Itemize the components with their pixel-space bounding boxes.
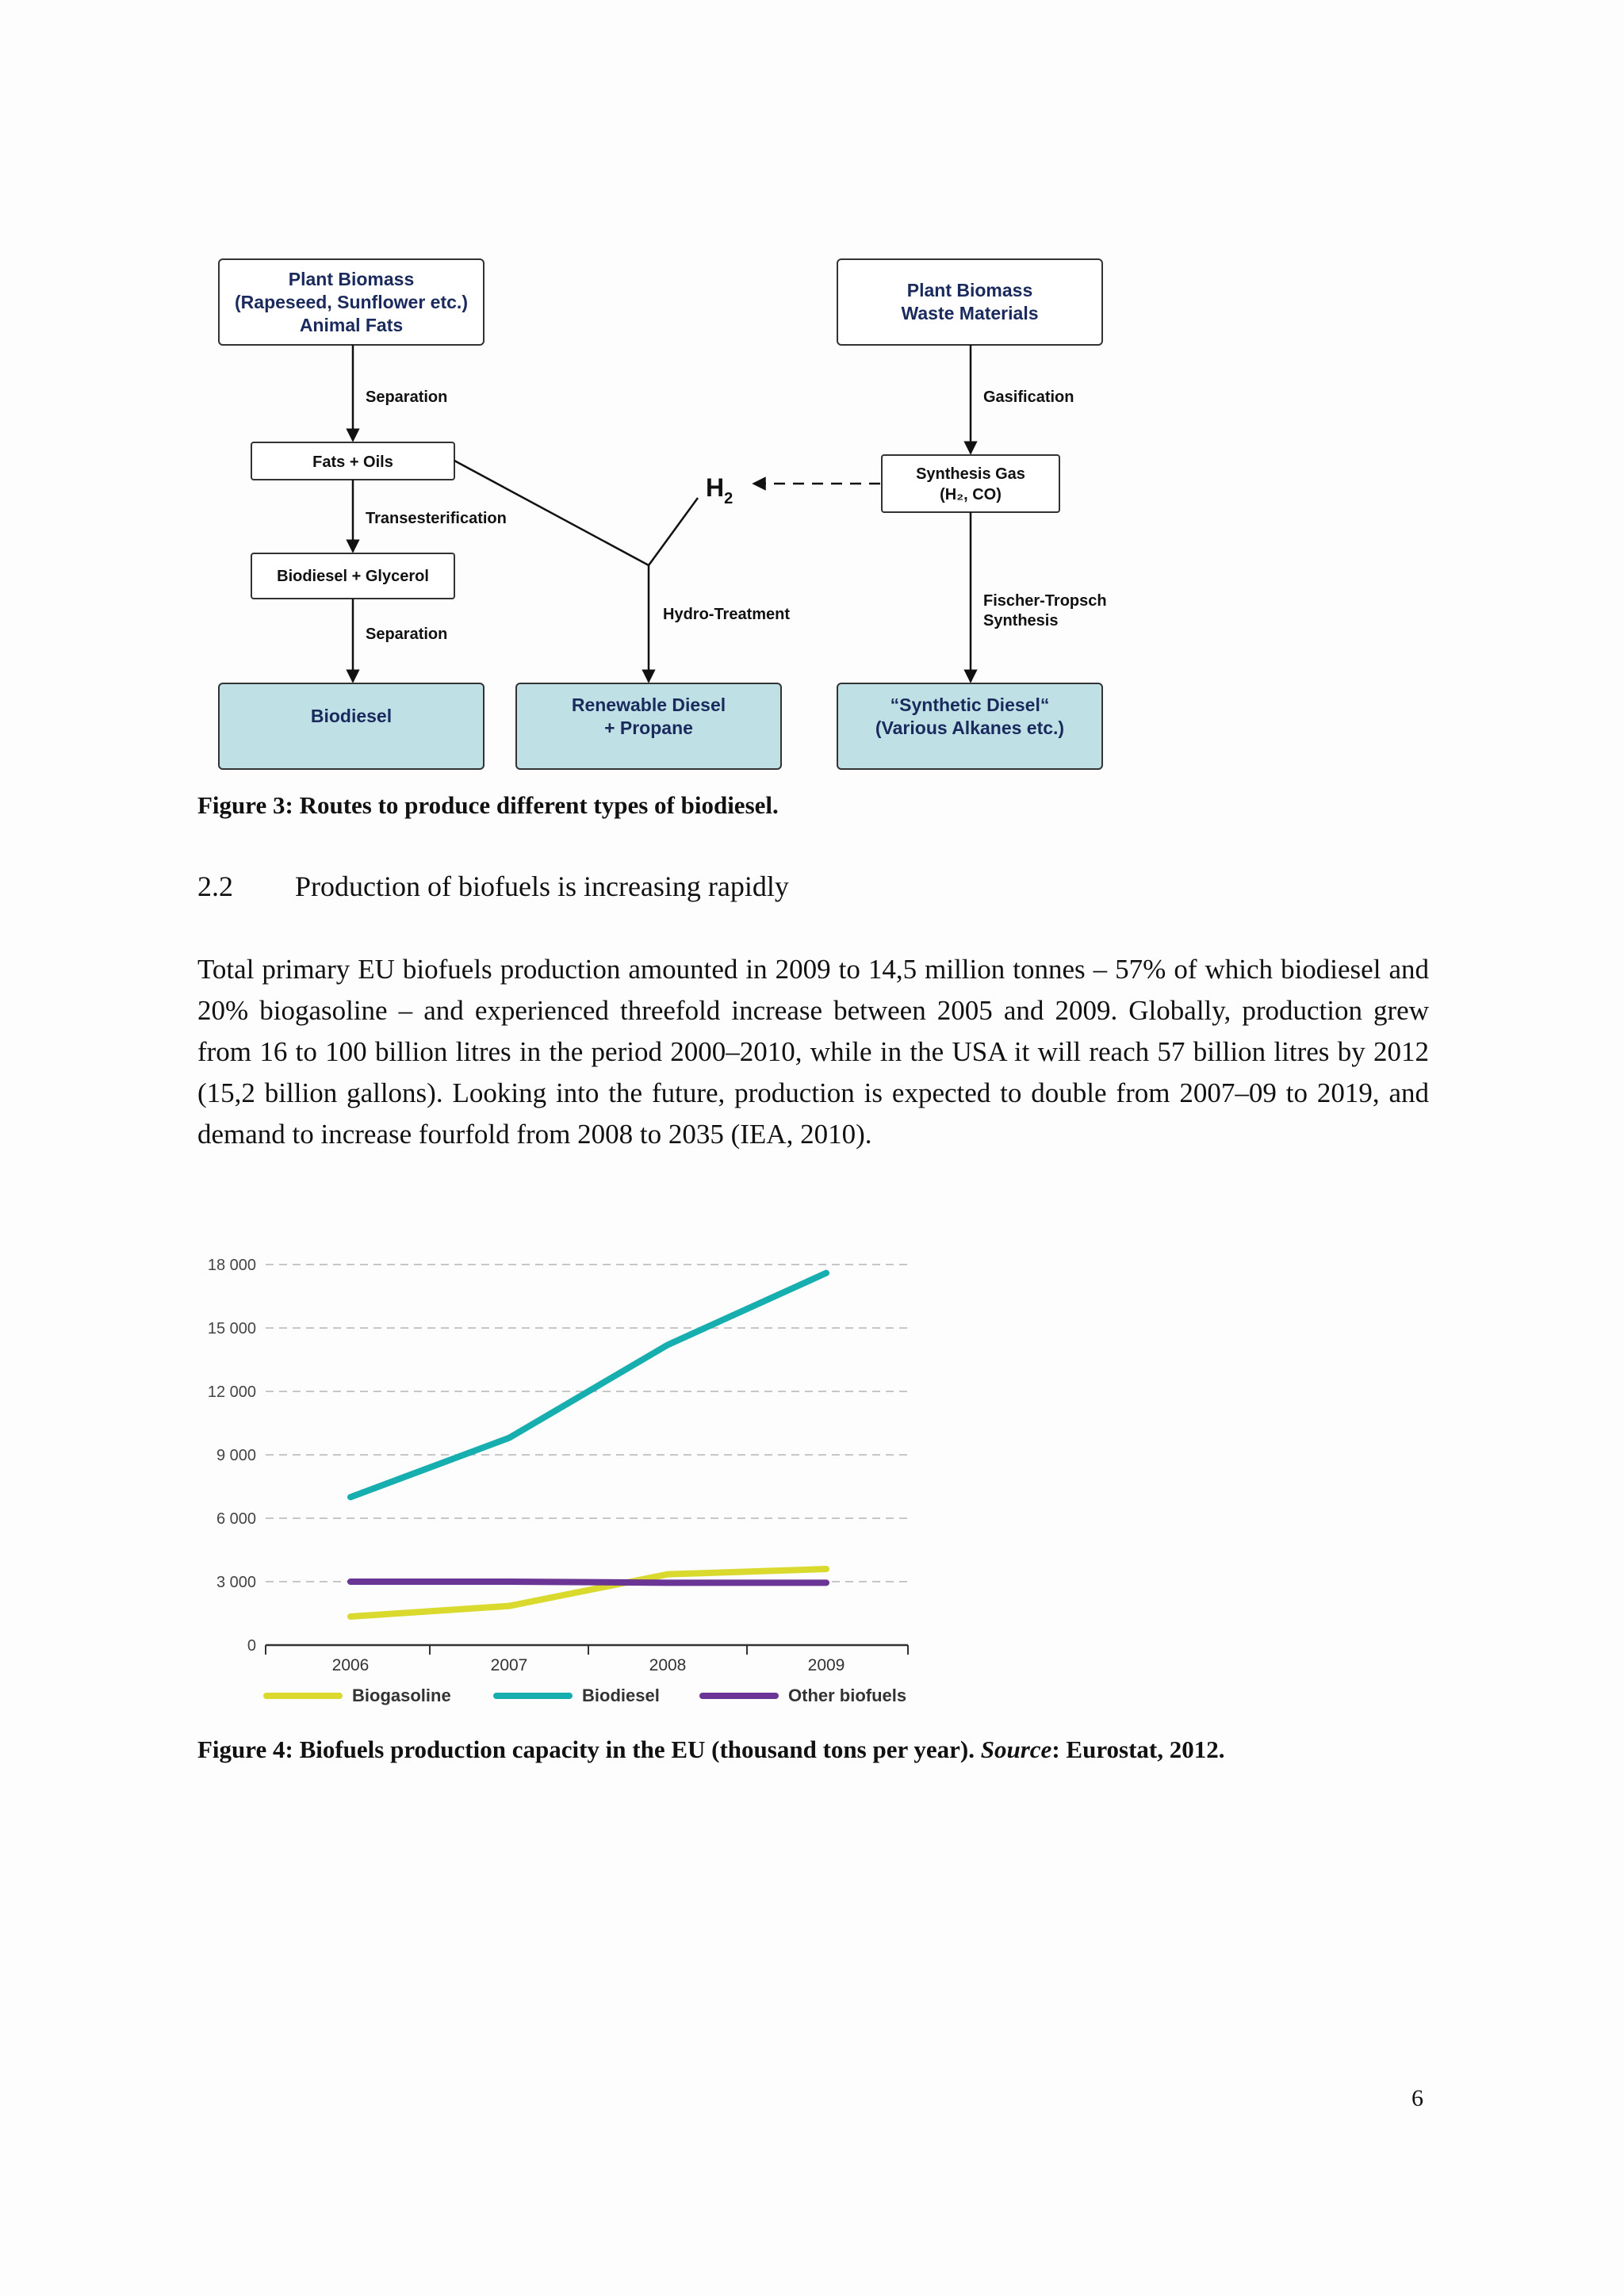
label-h2: $H_2$ (706, 473, 733, 507)
box-fats-oils-label: Fats + Oils (312, 453, 393, 471)
biofuels-production-chart (198, 1233, 928, 1724)
y-tick-label: 18 000 (207, 1257, 256, 1274)
y-tick-label: 15 000 (207, 1320, 256, 1337)
y-tick-label: 3 000 (216, 1574, 256, 1591)
figure-4-caption (197, 1735, 1224, 1764)
label-fischer-tropsch-line1: Fischer-Tropsch (983, 592, 1107, 610)
x-tick-label: 2008 (649, 1656, 687, 1674)
section-number: 2.2 (197, 871, 233, 902)
x-tick-label: 2006 (331, 1656, 370, 1674)
x-tick-label: 2007 (490, 1656, 528, 1674)
label-gasification: Gasification (983, 388, 1074, 406)
box-synthesis-gas-line2: (H₂, CO) (940, 486, 1002, 503)
legend-label-biogasoline: Biogasoline (352, 1686, 451, 1705)
box-plant-biomass-fats-line2: (Rapeseed, Sunflower etc.) (235, 292, 468, 312)
box-synthetic-diesel-line1: “Synthetic Diesel“ (890, 695, 1050, 715)
body-paragraph: Total primary EU biofuels production amounted in 2009 to 14,5 million tonnes – 57% of which biodiesel and 20% biogasoline – and experienced threefold increase between 2005 and 2009. Globally, production grew from 16 to 100 billion litres in the period 2000–2010, while in the USA it will reach 57 billion litres by 2012 (15,2 billion gallons). Looking into the future, production is expected to double from 2007–09 to 2019, and demand to increase fourfold from 2008 to 2035 (IEA, 2010). (197, 954, 1429, 1150)
page-number: 6 (1411, 2085, 1423, 2111)
box-biodiesel-glycerol-label: Biodiesel + Glycerol (277, 568, 429, 585)
y-tick-label: 0 (247, 1637, 256, 1655)
figure-4-caption-source: : Eurostat, 2012. (1051, 1735, 1225, 1763)
series-line-biogasoline (350, 1569, 826, 1617)
box-plant-biomass-waste-line2: Waste Materials (901, 303, 1039, 323)
label-separation-2: Separation (366, 626, 448, 643)
section-title: Production of biofuels is increasing rapidly (295, 871, 789, 902)
figure-4-caption-source-word: Source (980, 1735, 1052, 1763)
y-tick-label: 12 000 (207, 1383, 256, 1401)
box-plant-biomass-waste-line1: Plant Biomass (906, 280, 1033, 300)
box-plant-biomass-fats-line1: Plant Biomass (288, 269, 415, 289)
label-hydro-treatment: Hydro-Treatment (663, 606, 791, 623)
box-biodiesel-label: Biodiesel (310, 706, 393, 726)
biodiesel-routes-diagram (198, 246, 1150, 785)
y-tick-label: 9 000 (216, 1447, 256, 1464)
series-line-biodiesel (350, 1273, 826, 1498)
figure-3-caption: Figure 3: Routes to produce different types of biodiesel. (197, 791, 779, 819)
x-tick-label: 2009 (807, 1656, 845, 1674)
figure-4-caption-main: Figure 4: Biofuels production capacity in the EU (thousand tons per year). (197, 1735, 981, 1763)
legend-label-other-biofuels: Other biofuels (788, 1686, 907, 1705)
label-fischer-tropsch-line2: Synthesis (983, 612, 1059, 629)
label-transesterification: Transesterification (366, 510, 507, 527)
legend-label-biodiesel: Biodiesel (582, 1686, 660, 1705)
box-renewable-diesel-line2: + Propane (604, 718, 693, 738)
box-synthetic-diesel-line2: (Various Alkanes etc.) (875, 718, 1065, 738)
box-renewable-diesel-line1: Renewable Diesel (571, 695, 726, 715)
section-heading (197, 870, 789, 903)
label-separation-1: Separation (366, 388, 448, 406)
y-tick-label: 6 000 (216, 1510, 256, 1528)
box-synthesis-gas-line1: Synthesis Gas (916, 465, 1025, 483)
box-plant-biomass-fats-line3: Animal Fats (299, 315, 404, 335)
